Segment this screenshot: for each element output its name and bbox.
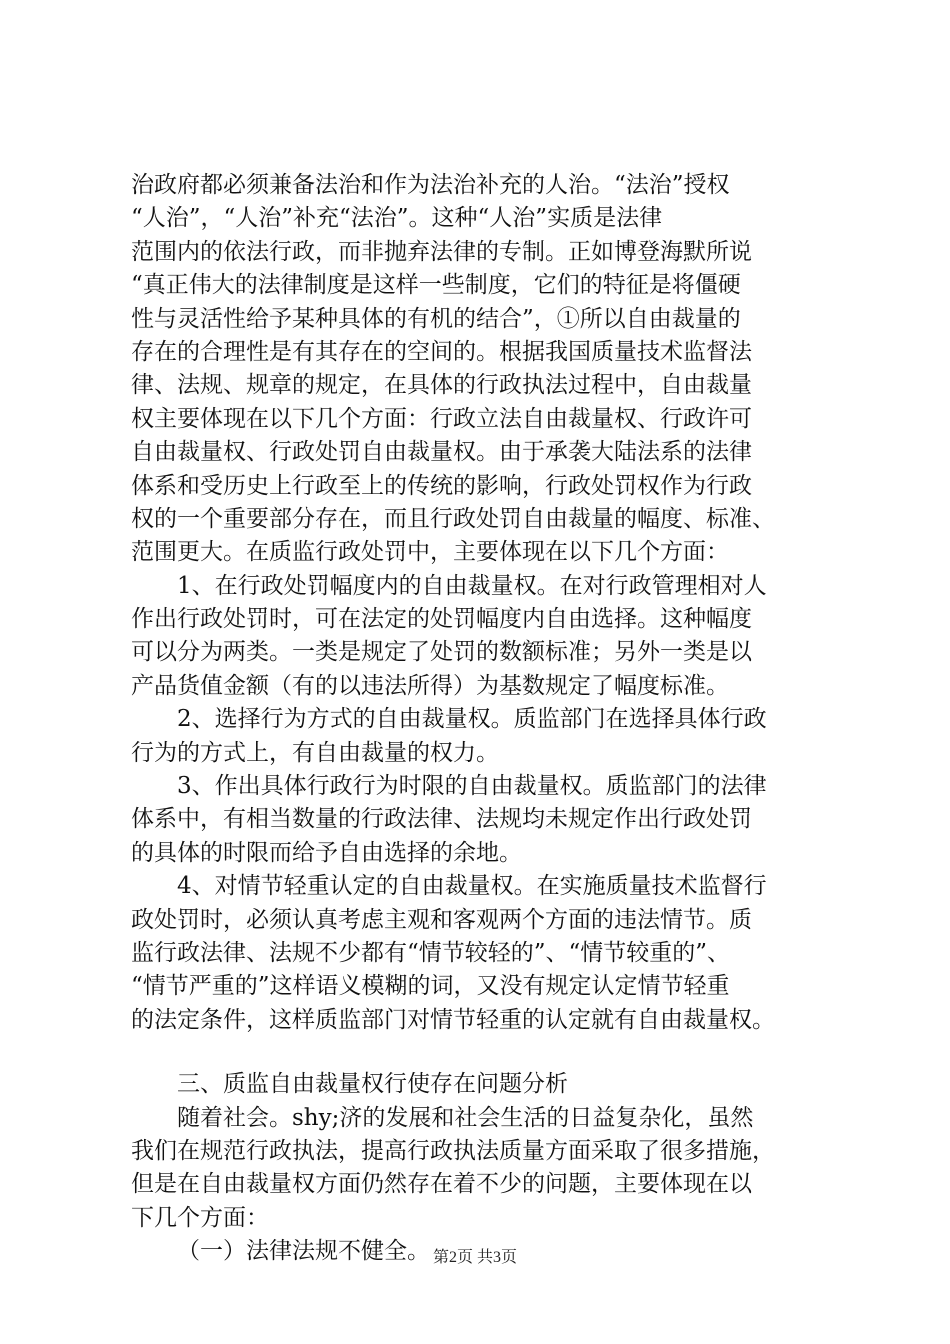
text-line: 权主要体现在以下几个方面：行政立法自由裁量权、行政许可	[131, 405, 752, 432]
text-line: 权的一个重要部分存在，而且行政处罚自由裁量的幅度、标准、	[131, 505, 775, 532]
text-line: 下几个方面：	[131, 1204, 269, 1231]
text-line: 自由裁量权、行政处罚自由裁量权。由于承袭大陆法系的法律	[131, 439, 752, 466]
subsection-heading: （一）法律法规不健全。	[177, 1238, 430, 1265]
text-line: 作出行政处罚时，可在法定的处罚幅度内自由选择。这种幅度	[131, 606, 752, 633]
text-line: 的法定条件，这样质监部门对情节轻重的认定就有自由裁量权。	[131, 1006, 775, 1033]
text-line: 存在的合理性是有其存在的空间的。根据我国质量技术监督法	[131, 338, 752, 365]
section-heading: 三、质监自由裁量权行使存在问题分析	[177, 1071, 568, 1098]
text-line: “人治”，“人治”补充“法治”。这种“人治”实质是法律	[131, 205, 663, 232]
text-line: “真正伟大的法律制度是这样一些制度，它们的特征是将僵硬	[131, 272, 741, 299]
text-line: 体系中，有相当数量的行政法律、法规均未规定作出行政处罚	[131, 806, 752, 833]
text-line: 监行政法律、法规不少都有“情节较轻的”、“情节较重的”、	[131, 939, 731, 966]
document-body	[131, 169, 831, 1269]
text-line: 范围内的依法行政，而非抛弃法律的专制。正如博登海默所说	[131, 238, 752, 265]
text-line: 的具体的时限而给予自由选择的余地。	[131, 839, 522, 866]
section-gap	[131, 1037, 831, 1068]
text-line: 律、法规、规章的规定，在具体的行政执法过程中，自由裁量	[131, 372, 752, 399]
text-line: 可以分为两类。一类是规定了处罚的数额标准；另外一类是以	[131, 639, 752, 666]
text-line: 4、对情节轻重认定的自由裁量权。在实施质量技术监督行	[177, 873, 767, 900]
text-line: 产品货值金额（有的以违法所得）为基数规定了幅度标准。	[131, 672, 729, 699]
text-line: 3、作出具体行政行为时限的自由裁量权。质监部门的法律	[177, 773, 767, 800]
text-line: 政处罚时，必须认真考虑主观和客观两个方面的违法情节。质	[131, 906, 752, 933]
text-line: 性与灵活性给予某种具体的有机的结合”，①所以自由裁量的	[131, 305, 741, 332]
text-line: 行为的方式上，有自由裁量的权力。	[131, 739, 499, 766]
text-line: 治政府都必须兼备法治和作为法治补充的人治。“法治”授权	[131, 172, 730, 198]
text-line: 随着社会。shy;济的发展和社会生活的日益复杂化，虽然	[177, 1104, 754, 1131]
text-line: “情节严重的”这样语义模糊的词，又没有规定认定情节轻重	[131, 973, 730, 1000]
text-line: 体系和受历史上行政至上的传统的影响，行政处罚权作为行政	[131, 472, 752, 499]
page-number-footer: 第2页 共3页	[432, 1249, 517, 1266]
text-line: 1、在行政处罚幅度内的自由裁量权。在对行政管理相对人	[177, 572, 767, 599]
text-line: 2、选择行为方式的自由裁量权。质监部门在选择具体行政	[177, 706, 767, 733]
text-line: 我们在规范行政执法，提高行政执法质量方面采取了很多措施，	[131, 1137, 775, 1164]
text-line: 但是在自由裁量权方面仍然存在着不少的问题，主要体现在以	[131, 1171, 752, 1198]
text-line: 范围更大。在质监行政处罚中，主要体现在以下几个方面：	[131, 539, 729, 566]
